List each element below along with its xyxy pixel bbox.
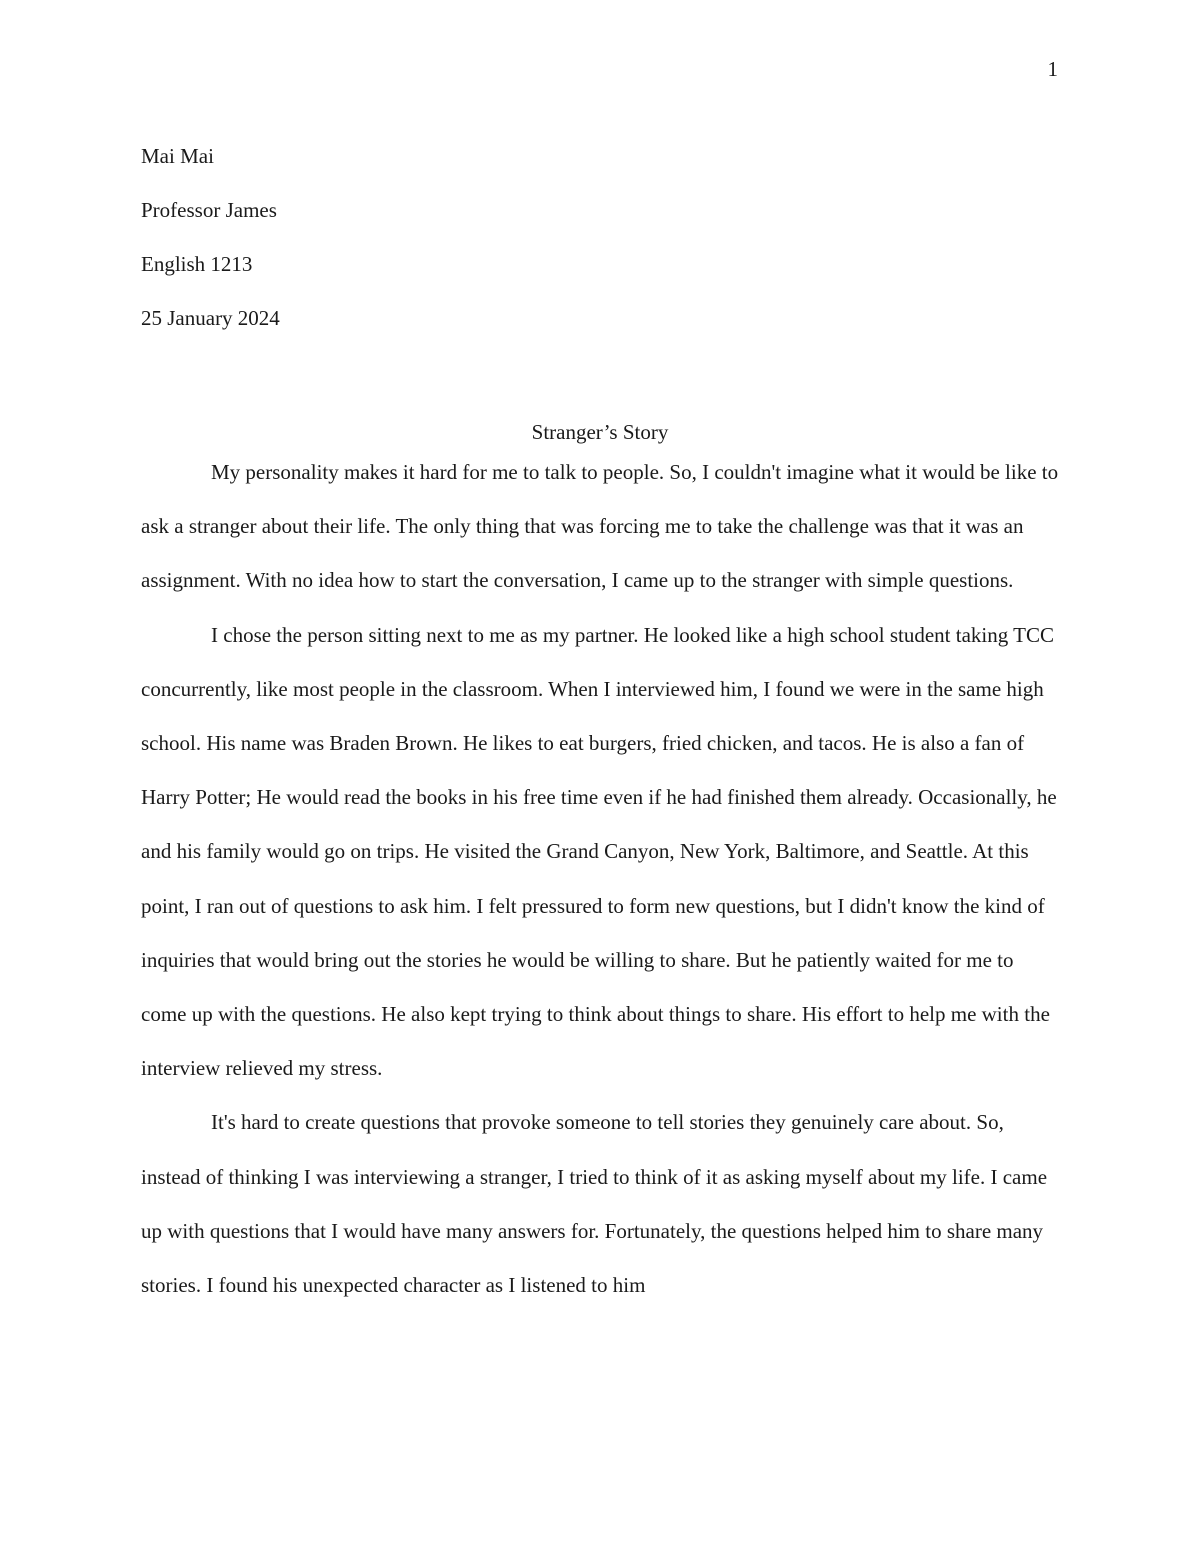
instructor-name: Professor James [141, 198, 277, 222]
mla-heading [141, 142, 280, 358]
paragraph-3: It's hard to create questions that provoke someone to tell stories they genuinely care about. So, instead of thinking I was interviewing a stranger, I tried to think of it as asking myself about my life. I came up with questions that I would have many answers for. Fortunately, the questions helped him to share many stories. I found his unexpected character as I listened to him [141, 1110, 1048, 1298]
paragraph-2: I chose the person sitting next to me as my partner. He looked like a high school student taking TCC concurrently, like most people in the classroom. When I interviewed him, I found we were in the same high school. His name was Braden Brown. He likes to eat burgers, fried chicken, and tacos. He is also a fan of Harry Potter; He would read the books in his free time even if he had finished them already. Occasionally, he and his family would go on trips. He visited the Grand Canyon, New York, Baltimore, and Seattle. At this point, I ran out of questions to ask him. I felt pressured to form new questions, but I didn't know the kind of inquiries that would bring out the stories he would be willing to share. But he patiently waited for me to come up with the questions. He also kept trying to think about things to share. His effort to help me with the interview relieved my stress. [141, 622, 1057, 1081]
essay-title: Stranger’s Story [531, 420, 669, 444]
course-name: English 1213 [141, 252, 253, 276]
page-number: 1 [1047, 57, 1058, 81]
document-date: 25 January 2024 [141, 306, 280, 330]
paragraph-1: My personality makes it hard for me to talk to people. So, I couldn't imagine what it would be like to ask a stranger about their life. The only thing that was forcing me to take the challenge was that it was an assignment. With no idea how to start the conversation, I came up to the stranger with simple questions. [141, 460, 1059, 593]
essay-body [141, 445, 1063, 1312]
author-name: Mai Mai [141, 144, 214, 168]
